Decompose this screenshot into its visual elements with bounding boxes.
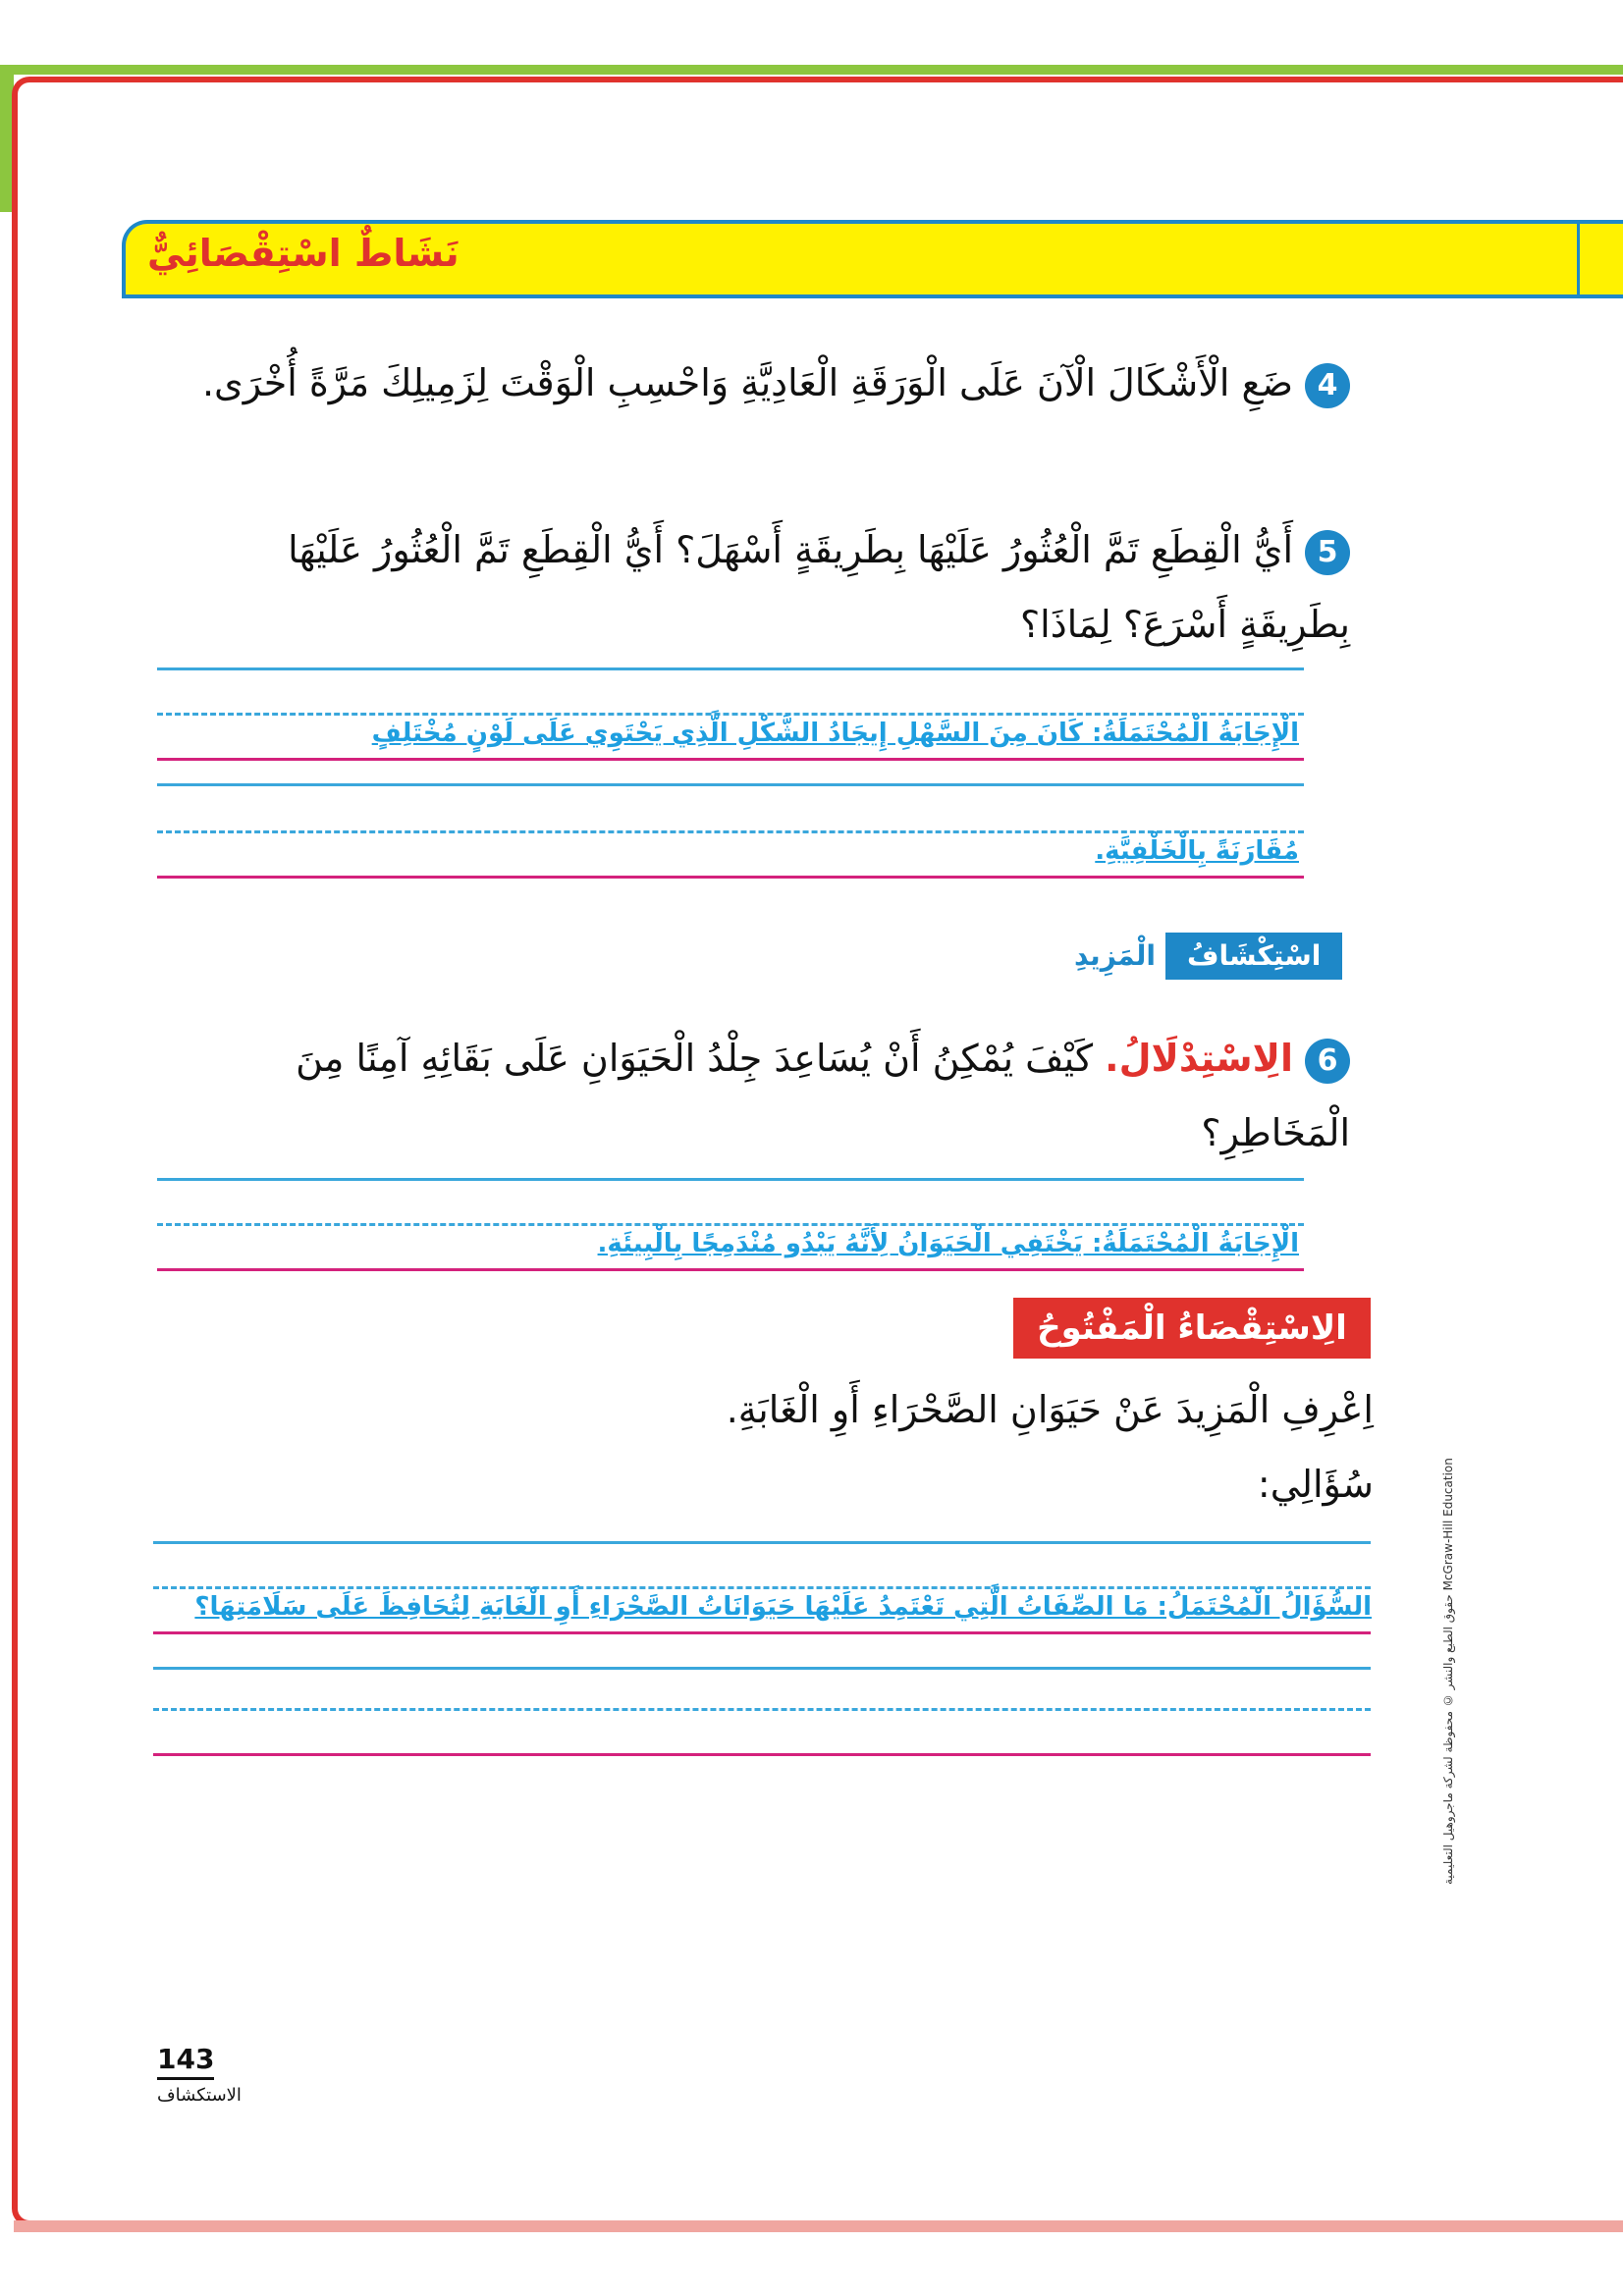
question-5-text: أَيُّ الْقِطَعِ تَمَّ الْعُثُورُ عَلَيْهَا بِطَرِيقَةٍ أَسْهَلَ؟ أَيُّ الْقِطَعِ تَمَّ الْعُثُورُ عَلَيْهَا بِطَرِيقَةٍ أَسْرَعَ؟ لِمَاذَا؟ [288, 528, 1350, 646]
question-4 [182, 346, 1350, 420]
answer-line-dashed [157, 1223, 1304, 1226]
page-number: 143 [157, 2044, 214, 2080]
question-6-answer: الْإِجَابَةُ الْمُحْتَمَلَةُ: يَخْتَفِي الْحَيَوَانُ لِأَنَّهُ يَبْدُو مُنْدَمِجًا بِالْبِيئَةِ. [597, 1229, 1299, 1258]
answer-line-top [157, 667, 1304, 670]
question-5 [270, 512, 1350, 662]
answer-line-dashed [153, 1708, 1371, 1711]
question-6-text: كَيْفَ يُمْكِنُ أَنْ يُسَاعِدَ جِلْدُ الْحَيَوَانِ عَلَى بَقَائِهِ آمِنًا مِنَ الْمَخَاطِرِ؟ [296, 1037, 1350, 1154]
question-6-keyword: الِاسْتِدْلَالُ. [1105, 1037, 1293, 1080]
answer-line-dashed [153, 1586, 1371, 1589]
explore-more-label [1064, 933, 1342, 980]
answer-line-base [153, 1631, 1371, 1634]
explore-more-word: الْمَزِيدِ [1064, 933, 1165, 980]
answer-line-top [157, 783, 1304, 786]
answer-line-dashed [157, 713, 1304, 716]
question-6 [182, 1021, 1350, 1170]
explore-more-heading: اسْتِكْشَافُ [1165, 933, 1342, 980]
answer-line-top [157, 1178, 1304, 1181]
answer-line-base [157, 758, 1304, 761]
banner-title: نَشَاطٌ اسْتِقْصَائِيٌّ [147, 232, 460, 275]
my-question-label: سُؤَالِي: [1257, 1463, 1374, 1506]
question-number-6: 6 [1305, 1039, 1350, 1084]
open-inquiry-title: الِاسْتِقْصَاءُ الْمَفْتُوحُ [1013, 1298, 1371, 1359]
answer-line-base [157, 1268, 1304, 1271]
copyright-credit: حقوق الطبع والنشر © محفوظة لشركة ماجروهيل التعليمية McGraw-Hill Education [1441, 1458, 1455, 1885]
question-5-answer-line-1: الْإِجَابَةُ الْمُحْتَمَلَةُ: كَانَ مِنَ السَّهْلِ إِيجَادُ الشَّكْلِ الَّذِي يَحْتَوِي عَلَى لَوْنٍ مُخْتَلِفٍ [371, 719, 1299, 748]
open-inquiry-instruction: اِعْرِفِ الْمَزِيدَ عَنْ حَيَوَانِ الصَّحْرَاءِ أَوِ الْغَابَةِ. [726, 1388, 1374, 1431]
answer-line-dashed [157, 830, 1304, 833]
answer-line-base [153, 1753, 1371, 1756]
top-green-edge [0, 65, 1623, 75]
answer-line-top [153, 1667, 1371, 1670]
question-5-answer-line-2: مُقَارَنَةً بِالْخَلْفِيَّةِ. [1095, 836, 1299, 866]
question-4-text: ضَعِ الْأَشْكَالَ الْآنَ عَلَى الْوَرَقَةِ الْعَادِيَّةِ وَاحْسِبِ الْوَقْتَ لِزَمِيلِكَ مَرَّةً أُخْرَى. [201, 361, 1293, 404]
answer-line-base [157, 876, 1304, 879]
banner-divider [1577, 224, 1580, 294]
question-number-4: 4 [1305, 363, 1350, 408]
page-frame-shadow [14, 2220, 1623, 2232]
page-section-label: الاستكشاف [157, 2085, 242, 2106]
question-number-5: 5 [1305, 530, 1350, 575]
answer-line-top [153, 1541, 1371, 1544]
open-inquiry-sample-question: السُّؤَالُ الْمُحْتَمَلُ: مَا الصِّفَاتُ الَّتِي تَعْتَمِدُ عَلَيْهَا حَيَوَانَاتُ الصَّحْرَاءِ أَوِ الْغَابَةِ لِتُحَافِظَ عَلَى سَلَامَتِهَا؟ [194, 1592, 1372, 1622]
